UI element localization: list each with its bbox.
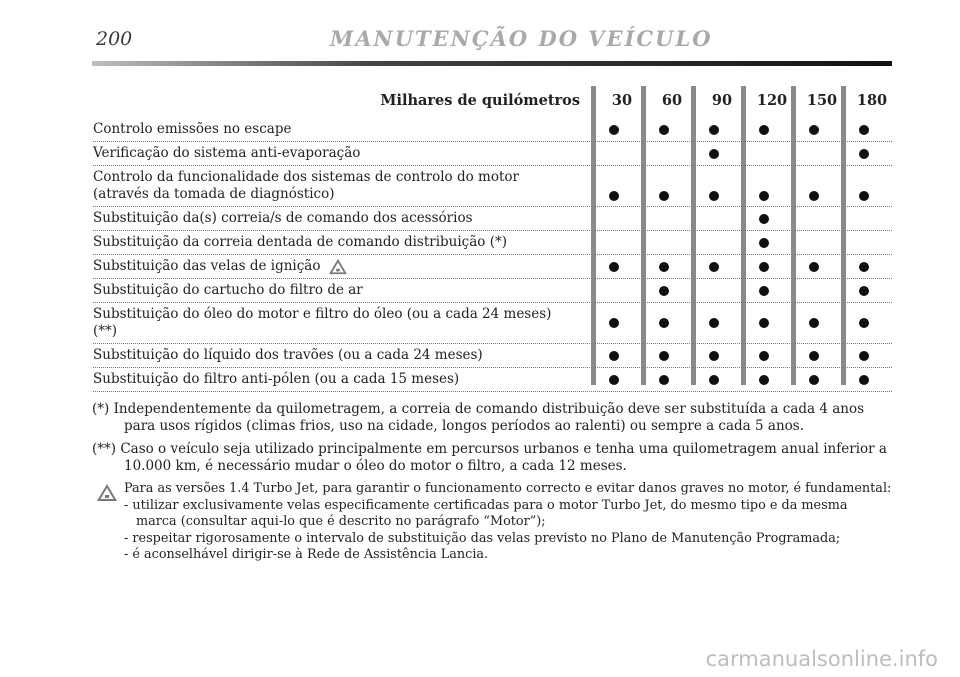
table-header <box>93 86 892 118</box>
maintenance-dot <box>709 375 719 385</box>
row-label-text: Controlo emissões no escape <box>93 121 292 137</box>
warning-triangle-icon <box>96 483 118 502</box>
maintenance-dot <box>859 286 869 296</box>
row-label <box>93 118 578 141</box>
maintenance-dot <box>859 351 869 361</box>
row-label-text: Substituição do filtro anti-pólen (ou a cada 15 meses) <box>93 371 460 387</box>
row-label <box>93 368 578 391</box>
maintenance-dot <box>859 125 869 135</box>
row-label-text: Substituição do cartucho do filtro de ar <box>93 282 363 298</box>
row-label-text: Substituição das velas de ignição <box>93 258 321 274</box>
maintenance-dot <box>759 238 769 248</box>
maintenance-dot <box>609 318 619 328</box>
km-label: Milhares de quilómetros <box>380 92 580 109</box>
maintenance-dot <box>809 351 819 361</box>
warning-block <box>92 481 892 564</box>
maintenance-dot <box>859 149 869 159</box>
footnote-1: (*) Independentemente da quilometragem, a correia de comando distribuição deve ser substituída a cada 4 anos para usos rígidos (climas frios, uso na cidade, longos períodos ao ralenti) ou sempre a cada 5 anos. <box>92 401 865 434</box>
maintenance-dot <box>809 375 819 385</box>
maintenance-dot <box>809 191 819 201</box>
warning-list <box>124 498 892 564</box>
maintenance-dot <box>609 351 619 361</box>
row-label <box>93 142 578 165</box>
row-label <box>93 303 578 343</box>
maintenance-dot <box>709 149 719 159</box>
page-number: 200 <box>96 28 133 50</box>
interval-60: 60 <box>661 92 683 109</box>
maintenance-dot <box>759 125 769 135</box>
header-rule <box>92 61 892 66</box>
maintenance-dot <box>659 375 669 385</box>
row-label-text: Controlo da funcionalidade dos sistemas de controlo do motor (através da tomada de diagnóstico) <box>93 169 519 202</box>
maintenance-dot <box>659 286 669 296</box>
warning-item: - é aconselhável dirigir-se à Rede de Assistência Lancia. <box>124 547 489 562</box>
warning-item: - utilizar exclusivamente velas especificamente certificadas para o motor Turbo Jet, do mesmo tipo e da mesma marca (consultar aqui-lo que é descrito no parágrafo “Motor”); <box>124 497 848 529</box>
table-row <box>93 255 892 279</box>
table-row <box>93 166 892 207</box>
maintenance-dot <box>609 262 619 272</box>
interval-90: 90 <box>711 92 733 109</box>
maintenance-dot <box>759 286 769 296</box>
maintenance-dot <box>859 191 869 201</box>
maintenance-schedule-table <box>93 86 892 392</box>
row-label-text: Substituição do óleo do motor e filtro do óleo (ou a cada 24 meses) (**) <box>93 306 552 339</box>
maintenance-dot <box>759 351 769 361</box>
notes-section <box>92 401 892 564</box>
interval-180: 180 <box>856 92 888 109</box>
section-title: MANUTENÇÃO DO VEÍCULO <box>330 26 713 51</box>
maintenance-dot <box>709 318 719 328</box>
row-label <box>93 255 578 278</box>
maintenance-dot <box>759 375 769 385</box>
warning-triangle-icon <box>328 258 348 275</box>
table-row <box>93 303 892 344</box>
warning-intro: Para as versões 1.4 Turbo Jet, para garantir o funcionamento correcto e evitar danos graves no motor, é fundamental: <box>124 481 892 496</box>
maintenance-dot <box>759 318 769 328</box>
row-label <box>93 207 578 230</box>
maintenance-dot <box>859 262 869 272</box>
row-label-text: Substituição da correia dentada de comando distribuição (*) <box>93 234 507 250</box>
maintenance-dot <box>659 351 669 361</box>
maintenance-dot <box>609 125 619 135</box>
row-label-text: Verificação do sistema anti-evaporação <box>93 145 361 161</box>
maintenance-dot <box>659 125 669 135</box>
row-label <box>93 166 578 206</box>
maintenance-dot <box>809 318 819 328</box>
maintenance-dot <box>859 375 869 385</box>
maintenance-dot <box>709 351 719 361</box>
table-row <box>93 279 892 303</box>
maintenance-dot <box>759 262 769 272</box>
table-row <box>93 368 892 392</box>
maintenance-dot <box>709 125 719 135</box>
maintenance-dot <box>809 125 819 135</box>
maintenance-dot <box>609 375 619 385</box>
row-label <box>93 279 578 302</box>
maintenance-dot <box>809 262 819 272</box>
interval-30: 30 <box>611 92 633 109</box>
row-label-text: Substituição do líquido dos travões (ou a cada 24 meses) <box>93 347 483 363</box>
maintenance-dot <box>659 191 669 201</box>
maintenance-dot <box>859 318 869 328</box>
maintenance-dot <box>659 262 669 272</box>
row-label <box>93 231 578 254</box>
maintenance-dot <box>709 191 719 201</box>
table-row <box>93 118 892 142</box>
interval-150: 150 <box>806 92 838 109</box>
maintenance-dot <box>759 214 769 224</box>
warning-item: - respeitar rigorosamente o intervalo de substituição das velas previsto no Plano de Manutenção Programada; <box>124 530 841 546</box>
interval-120: 120 <box>756 92 788 109</box>
table-body <box>93 118 892 392</box>
table-row <box>93 207 892 231</box>
table-row <box>93 231 892 255</box>
table-row <box>93 344 892 368</box>
row-label-text: Substituição da(s) correia/s de comando dos acessórios <box>93 210 473 226</box>
maintenance-dot <box>709 262 719 272</box>
table-row <box>93 142 892 166</box>
row-label <box>93 344 578 367</box>
maintenance-dot <box>759 191 769 201</box>
maintenance-dot <box>659 318 669 328</box>
watermark: carmanualsonline.info <box>705 647 938 671</box>
footnote-2: (**) Caso o veículo seja utilizado principalmente em percursos urbanos e tenha uma quilometragem anual inferior a 10.000 km, é necessário mudar o óleo do motor o filtro, a cada 12 meses. <box>92 441 887 474</box>
maintenance-dot <box>609 191 619 201</box>
